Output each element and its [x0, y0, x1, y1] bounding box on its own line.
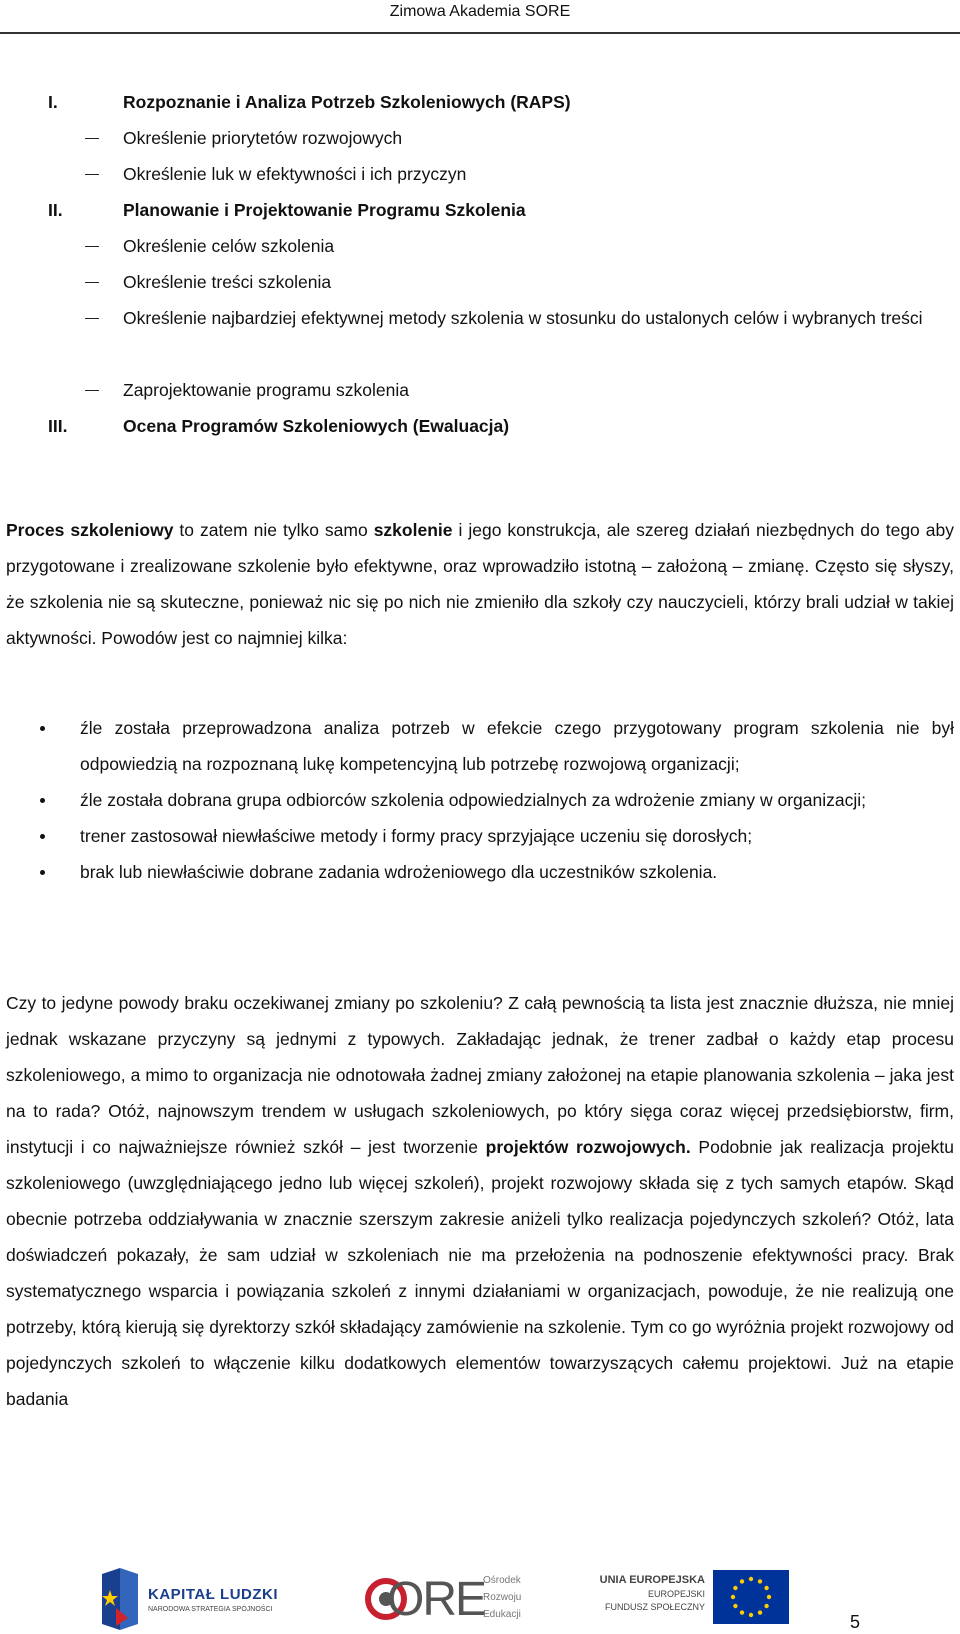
- outline-item: [0, 156, 960, 192]
- eu-flag-icon: [713, 1570, 789, 1624]
- ore-line: Ośrodek: [483, 1575, 521, 1586]
- list-item-text: źle została dobrana grupa odbiorców szkolenia odpowiedzialnych za wdrożenie zmiany w organizacji;: [80, 790, 866, 810]
- dash-marker: [85, 174, 99, 175]
- dash-marker: [85, 138, 99, 139]
- eu-line: EUROPEJSKI: [647, 1589, 705, 1599]
- kapital-ludzki-logo: [98, 1568, 308, 1630]
- outline-item: [0, 228, 960, 264]
- section-title: Rozpoznanie i Analiza Potrzeb Szkoleniowych (RAPS): [123, 92, 571, 112]
- paragraph-text: i jego konstrukcja, ale szereg działań niezbędnych do tego aby przygotowane i zrealizowane szkolenie było efektywne, oraz wprowadziło istotną – założoną – zmianę. Często się słyszy, że szkolenia nie są skuteczne, ponieważ nic się po nich nie zmieniło dla szkoły czy nauczycieli, którzy brali udział w takiej aktywności. Powodów jest co najmniej kilka:: [6, 520, 954, 648]
- reasons-list: [0, 710, 960, 890]
- outline-item-text: Określenie najbardziej efektywnej metody szkolenia w stosunku do ustalonych celów i wybranych treści: [123, 308, 923, 328]
- list-item-text: trener zastosował niewłaściwe metody i formy pracy sprzyjające uczeniu się dorosłych;: [80, 826, 753, 846]
- bullet-icon: [40, 834, 45, 839]
- list-item: [0, 710, 960, 782]
- outline-section-1: [0, 84, 960, 120]
- ore-line: Edukacji: [483, 1609, 521, 1620]
- paragraph-development-projects: [6, 985, 954, 1417]
- outline-item: [0, 372, 960, 408]
- dash-marker: [85, 282, 99, 283]
- outline-item: [0, 264, 960, 300]
- bold-term: Proces szkoleniowy: [6, 520, 174, 540]
- list-item-text: brak lub niewłaściwie dobrane zadania wdrożeniowego dla uczestników szkolenia.: [80, 862, 718, 882]
- list-item: [0, 782, 960, 818]
- paragraph-text: to zatem nie tylko samo: [173, 520, 374, 540]
- dash-marker: [85, 246, 99, 247]
- list-item: [0, 854, 960, 890]
- outline-item-text: Określenie luk w efektywności i ich przyczyn: [123, 164, 467, 184]
- list-item: [0, 818, 960, 854]
- kl-title: KAPITAŁ LUDZKI: [148, 1586, 279, 1603]
- kl-subtitle: NARODOWA STRATEGIA SPÓJNOŚCI: [148, 1606, 273, 1613]
- section-numeral: I.: [48, 92, 58, 112]
- paragraph-text: Podobnie jak realizacja projektu szkoleniowego (uwzględniającego jedno lub więcej szkoleń), projekt rozwojowy składa się z tych samych etapów. Skąd obecnie potrzeba oddziaływania w znacznie szerszym zakresie aniżeli tylko realizacja pojedynczych szkoleń? Otóż, lata doświadczeń pokazały, że sam udział w szkoleniach nie ma przełożenia na podnoszenie efektywności pracy. Brak systematycznego wsparcia i powiązania szkoleń z innymi działaniami w organizacjach, powoduje, że nie realizują one potrzeby, którą kierują się dyrektorzy szkół składający zamówienie na szkolenie. Tym co go wyróżnia projekt rozwojowy od pojedynczych szkoleń to włączenie kilku dodatkowych elementów towarzyszących całemu projektowi. Już na etapie badania: [6, 1137, 954, 1409]
- list-item-text: źle została przeprowadzona analiza potrzeb w efekcie czego przygotowany program szkolenia nie był odpowiedzią na rozpoznaną lukę kompetencyjną lub potrzebę rozwojową organizacji;: [80, 718, 954, 774]
- header-rule: [0, 32, 960, 34]
- outline-item-text: Określenie treści szkolenia: [123, 272, 332, 292]
- section-numeral: II.: [48, 200, 63, 220]
- bold-term: szkolenie: [373, 520, 453, 540]
- outline-item-text: Zaprojektowanie programu szkolenia: [123, 380, 409, 400]
- eu-title: UNIA EUROPEJSKA: [599, 1574, 705, 1586]
- paragraph-process: [6, 512, 954, 656]
- bullet-icon: [40, 870, 45, 875]
- ore-wordmark: ORE: [387, 1573, 486, 1626]
- outline-item: [0, 300, 960, 372]
- ore-logo: [365, 1564, 540, 1634]
- outline-item-text: Określenie priorytetów rozwojowych: [123, 128, 403, 148]
- page-number: 5: [850, 1612, 861, 1632]
- outline-section-2: [0, 192, 960, 228]
- outline-item-text: Określenie celów szkolenia: [123, 236, 335, 256]
- paragraph-text: Czy to jedyne powody braku oczekiwanej zmiany po szkoleniu? Z całą pewnością ta lista jest znacznie dłuższa, nie mniej jednak wskazane przyczyny są jednymi z typowych. Zakładając jednak, że trener zadbał o każdy etap procesu szkoleniowego, a mimo to organizacja nie odnotowała żadnej zmiany założonej na etapie planowania szkolenia – jaka jest na to rada? Otóż, najnowszym trendem w usługach szkoleniowych, po który sięga coraz więcej przedsiębiorstw, firm, instytucji i co najważniejsze również szkół – jest tworzenie: [6, 993, 954, 1157]
- section-title: Planowanie i Projektowanie Programu Szkolenia: [123, 200, 526, 220]
- footer-logos: [0, 1560, 960, 1634]
- eu-efs-logo: [595, 1568, 790, 1628]
- ore-line: Rozwoju: [483, 1592, 522, 1603]
- dash-marker: [85, 390, 99, 391]
- bullet-icon: [40, 798, 45, 803]
- section-numeral: III.: [48, 416, 68, 436]
- eu-line: FUNDUSZ SPOŁECZNY: [604, 1602, 705, 1612]
- kapital-ludzki-icon: [98, 1568, 140, 1630]
- outline-list: [0, 84, 960, 444]
- bullet-icon: [40, 726, 45, 731]
- outline-item: [0, 120, 960, 156]
- bold-term: projektów rozwojowych.: [485, 1137, 691, 1157]
- dash-marker: [85, 318, 99, 319]
- outline-section-3: [0, 408, 960, 444]
- running-header: Zimowa Akademia SORE: [389, 3, 571, 20]
- section-title: Ocena Programów Szkoleniowych (Ewaluacja): [123, 416, 510, 436]
